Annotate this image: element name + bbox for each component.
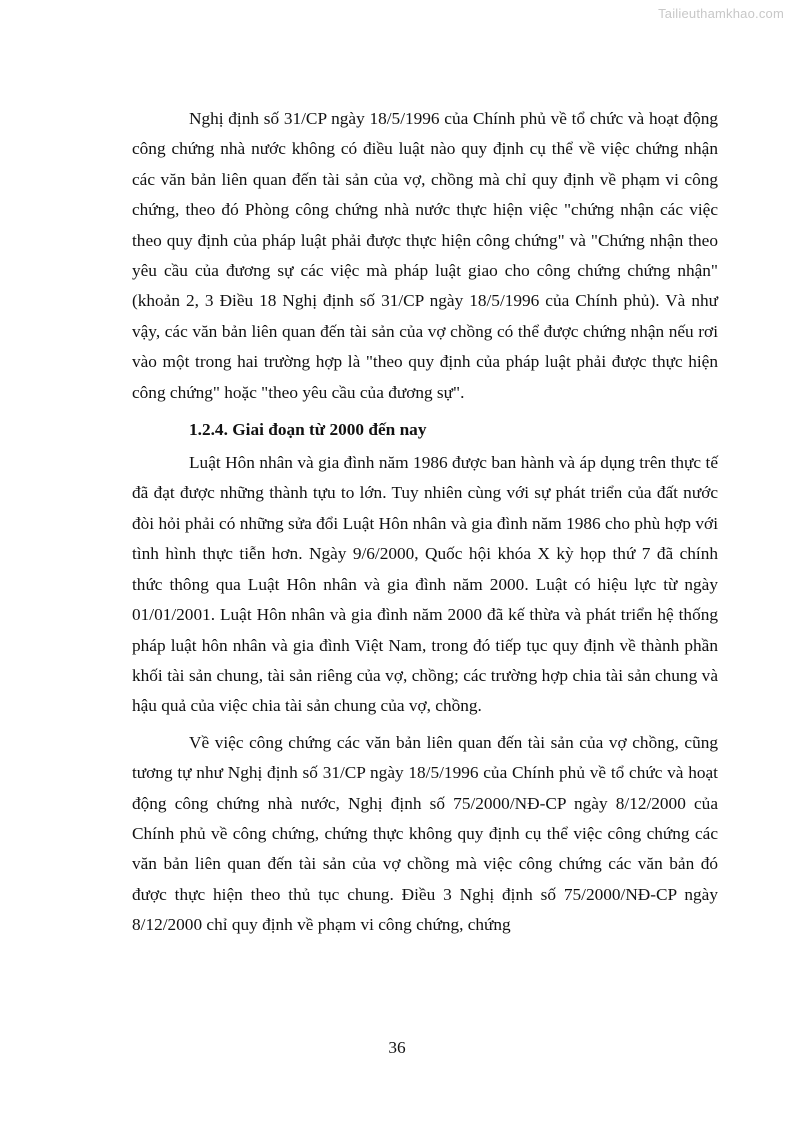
document-body — [132, 104, 718, 947]
paragraph: Về việc công chứng các văn bản liên quan đến tài sản của vợ chồng, cũng tương tự như Nghị định số 31/CP ngày 18/5/1996 của Chính phủ về tổ chức và hoạt động công chứng nhà nước, Nghị định số 75/2000/NĐ-CP ngày 8/12/2000 của Chính phủ về công chứng, chứng thực không quy định cụ thể việc công chứng các văn bản liên quan đến tài sản của vợ chồng mà việc công chứng các văn bản đó được thực hiện theo thủ tục chung. Điều 3 Nghị định số 75/2000/NĐ-CP ngày 8/12/2000 chỉ quy định về phạm vi công chứng, chứng — [132, 732, 718, 935]
watermark-text: Tailieuthamkhao.com — [658, 6, 784, 21]
section-heading: 1.2.4. Giai đoạn từ 2000 đến nay — [189, 420, 427, 440]
page-number: 36 — [388, 1038, 406, 1057]
paragraph: Nghị định số 31/CP ngày 18/5/1996 của Chính phủ về tổ chức và hoạt động công chứng nhà nước không có điều luật nào quy định cụ thể về việc chứng nhận các văn bản liên quan đến tài sản của vợ, chồng mà chỉ quy định về phạm vi công chứng, theo đó Phòng công chứng nhà nước thực hiện việc "chứng nhận các việc theo quy định của pháp luật phải được thực hiện công chứng" và "Chứng nhận theo yêu cầu của đương sự các việc mà pháp luật giao cho công chứng chứng nhận" (khoản 2, 3 Điều 18 Nghị định số 31/CP ngày 18/5/1996 của Chính phủ). Và như vậy, các văn bản liên quan đến tài sản của vợ chồng có thể được chứng nhận nếu rơi vào một trong hai trường hợp là "theo quy định của pháp luật phải được thực hiện công chứng" hoặc "theo yêu cầu của đương sự". — [132, 109, 718, 402]
paragraph: Luật Hôn nhân và gia đình năm 1986 được ban hành và áp dụng trên thực tế đã đạt được những thành tựu to lớn. Tuy nhiên cùng với sự phát triển của đất nước đòi hỏi phải có những sửa đổi Luật Hôn nhân và gia đình năm 1986 cho phù hợp với tình hình thực tiễn hơn. Ngày 9/6/2000, Quốc hội khóa X kỳ họp thứ 7 đã chính thức thông qua Luật Hôn nhân và gia đình năm 2000. Luật có hiệu lực từ ngày 01/01/2001. Luật Hôn nhân và gia đình năm 2000 đã kế thừa và phát triển hệ thống pháp luật hôn nhân và gia đình Việt Nam, trong đó tiếp tục quy định về thành phần khối tài sản chung, tài sản riêng của vợ, chồng; các trường hợp chia tài sản chung và hậu quả của việc chia tài sản chung của vợ, chồng. — [132, 453, 718, 716]
